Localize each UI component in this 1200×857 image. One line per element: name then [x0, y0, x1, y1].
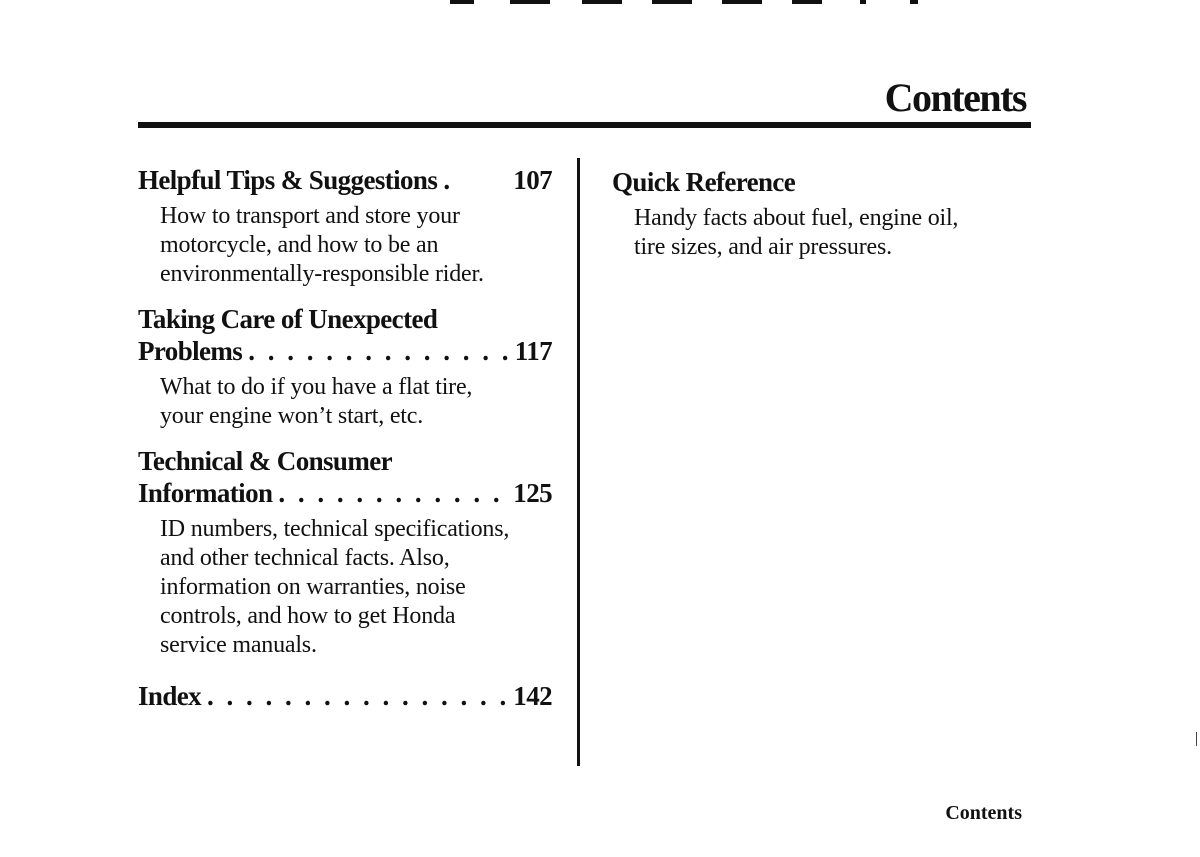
toc-entry-page: 107	[513, 165, 552, 195]
toc-desc-line: tire sizes, and air pressures.	[634, 234, 892, 260]
toc-desc-line: service manuals.	[160, 632, 317, 658]
toc-entry-title: Index	[138, 681, 202, 711]
toc-entry-description	[138, 373, 552, 431]
toc-desc-line: motorcycle, and how to be an	[160, 232, 439, 258]
toc-desc-line: controls, and how to get Honda	[160, 603, 456, 629]
toc-entry-title-row	[138, 680, 552, 712]
toc-left-column	[138, 164, 552, 726]
toc-entry-page: 125	[513, 478, 552, 508]
toc-desc-line: What to do if you have a flat tire,	[160, 374, 473, 400]
toc-desc-line: and other technical facts. Also,	[160, 545, 450, 571]
toc-desc-line: Handy facts about fuel, engine oil,	[634, 205, 959, 231]
toc-entry-title: Problems	[138, 336, 243, 366]
toc-entry-title-row	[138, 335, 552, 367]
toc-entry-title: Information	[138, 478, 273, 508]
toc-entry-description	[138, 202, 552, 289]
toc-desc-line: your engine won’t start, etc.	[160, 403, 424, 429]
toc-entry-title-row	[138, 477, 552, 509]
toc-entry-title-row	[138, 164, 552, 196]
page-title: Contents	[884, 75, 1026, 120]
title-rule	[138, 122, 1031, 128]
top-edge-marks	[440, 0, 960, 6]
toc-desc-line: ID numbers, technical specifications,	[160, 516, 510, 542]
toc-entry-title: Quick Reference	[612, 167, 796, 197]
toc-entry-description	[138, 515, 552, 660]
toc-entry-title: Technical & Consumer	[138, 446, 393, 476]
toc-entry-unexpected-problems[interactable]	[138, 303, 552, 431]
toc-entry-index[interactable]	[138, 680, 552, 712]
edge-mark	[1196, 732, 1197, 746]
column-divider	[577, 158, 580, 766]
toc-entry-helpful-tips[interactable]	[138, 164, 552, 289]
toc-entry-title: Helpful Tips & Suggestions .	[138, 165, 450, 195]
toc-entry-quick-reference[interactable]	[612, 166, 1032, 262]
leader-dots	[272, 477, 513, 509]
toc-right-column	[612, 166, 1032, 276]
toc-entry-technical-info[interactable]	[138, 445, 552, 660]
toc-desc-line: How to transport and store your	[160, 203, 460, 229]
leader-dots	[201, 680, 513, 712]
toc-desc-line: information on warranties, noise	[160, 574, 466, 600]
toc-entry-page: 117	[514, 336, 552, 366]
footer-section-label: Contents	[945, 802, 1022, 824]
toc-entry-title: Taking Care of Unexpected	[138, 304, 438, 334]
leader-dots	[242, 335, 515, 367]
toc-entry-description	[612, 204, 1032, 262]
toc-entry-page: 142	[513, 681, 552, 711]
toc-desc-line: environmentally-responsible rider.	[160, 261, 484, 287]
